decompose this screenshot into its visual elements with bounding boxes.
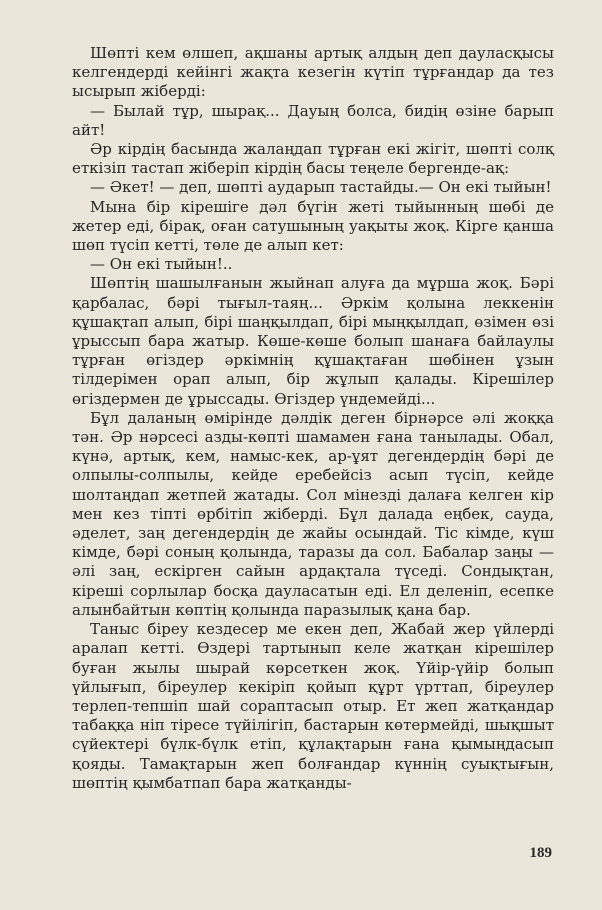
page-number: 189 bbox=[529, 845, 552, 861]
paragraph-2: — Былай тұр, шырақ... Дауың болса, бидің өзіне барып айт! bbox=[72, 101, 554, 139]
paragraph-1: Шөпті кем өлшеп, ақшаны артық алдың деп дауласқысы келгендерді кейінгі жақта кезегін күтіп тұрғандар да тез ысырып жіберді: bbox=[72, 44, 554, 101]
paragraph-3: Әр кірдің басында жалаңдап тұрған екі жігіт, шөпті солқ еткізіп тастап жіберіп кірдің басы теңеле бергенде-ақ: bbox=[72, 140, 554, 178]
paragraph-9: Таныс біреу кездесер ме екен деп, Жабай жер үйлерді аралап кетті. Өздері тартынып келе жатқан кірешілер буған жылы шырай көрсеткен жоқ. Үйір-үйір болып үйлығып, біреулер кекіріп қойып құрт үрттап, біреулер терлеп-тепшіп шай сораптасып отыр. Ет жеп жатқандар табаққа ніп тіресе түйілігіп, бастарын көтермейді, шықшыт сүйектері бүлк-бүлк етіп, құлақтарын ғана қымыңдасып қояды. Тамақтарын жеп болғандар күннің суықтығын, шөптің қымбатпап бара жатқанды- bbox=[72, 620, 554, 792]
paragraph-8: Бұл даланың өмірінде дәлдік деген бірнәрсе әлі жоққа тән. Әр нәрсесі азды-көпті шамамен ғана танылады. Обал, күнә, артық, кем, намыс-кек, ар-ұят дегендердің бәрі де олпылы-солпылы, кейде еребейсіз асып түсіп, кейде шолтаңдап жетпей жатады. Сол мінезді далаға келген кір мен кез тіпті өрбітіп жіберді. Бұл далада еңбек, сауда, әделет, заң дегендердің де жайы осындай. Тіс кімде, күш кімде, бәрі соның қолында, таразы да сол. Бабалар заңы — әлі заң, ескірген сайын ардақтала түседі. Сондықтан, кіреші сорлылар босқа дауласатын еді. Ел деленіп, есепке алынбайтын көптің қолында паразылық қана бар. bbox=[72, 408, 554, 619]
paragraph-6: — Он екі тыйын!.. bbox=[90, 255, 233, 274]
paragraph-4: — Әкет! — деп, шөпті аударып тастайды.— Он екі тыйын! bbox=[90, 178, 552, 197]
body-text bbox=[72, 44, 554, 793]
paragraph-5: Мына бір кірешіге дәл бүгін жеті тыйынның шөбі де жетер еді, бірақ, оған сатушының уақыты жоқ. Кірге қанша шөп түсіп кетті, төле де алып кет: bbox=[72, 197, 554, 255]
paragraph-7: Шөптің шашылғанын жыйнап алуға да мұрша жоқ. Бәрі қарбалас, бәрі тығыл-таяң... Әркім қолына леккенін құшақтап алып, бірі шаңқылдап, бірі мыңқылдап, өзімен өзі ұрыссып бара жатыр. Көше-көше болып шанаға байлаулы тұрған өгіздер әркімнің құшақтаған шөбінен ұзын тілдерімен орап алып, бір жұлып қалады. Кірешілер өгіздермен де ұрыссады. Өгіздер үндемейді... bbox=[72, 274, 554, 408]
